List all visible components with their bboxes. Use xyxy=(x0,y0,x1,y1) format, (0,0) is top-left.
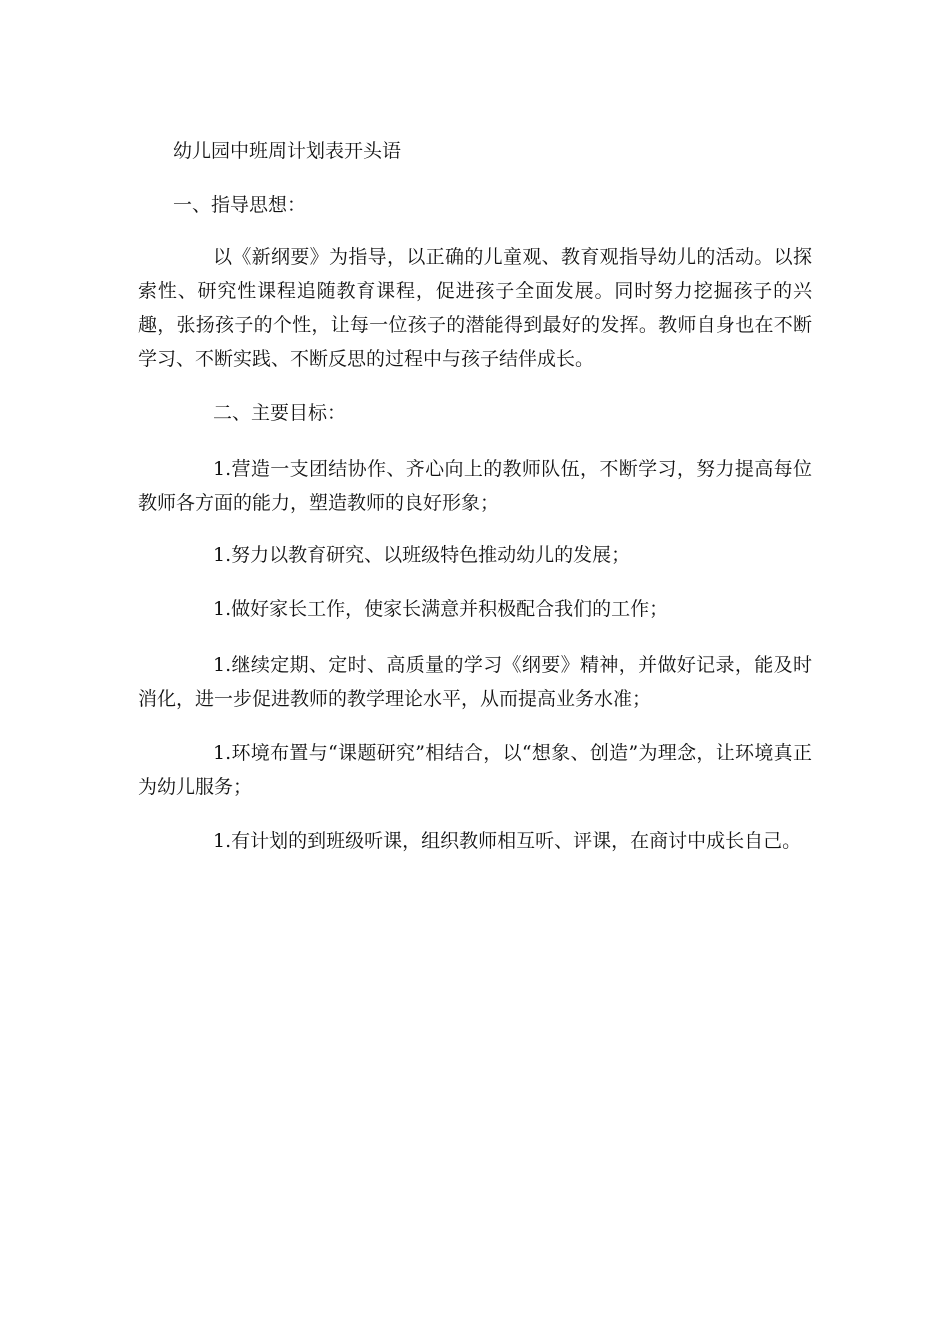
goal-item: 1.环境布置与“课题研究”相结合，以“想象、创造”为理念，让环境真正为幼儿服务； xyxy=(138,742,812,798)
section-heading-guiding-ideology: 一、指导思想： xyxy=(173,194,307,216)
goal-item: 1.继续定期、定时、高质量的学习《纲要》精神，并做好记录，能及时消化，进一步促进教师的教学理论水平，从而提高业务水准； xyxy=(138,654,812,710)
section-heading-main-goals: 二、主要目标： xyxy=(213,402,347,424)
goal-item: 1.努力以教育研究、以班级特色推动幼儿的发展； xyxy=(213,544,631,566)
guiding-ideology-paragraph: 以《新纲要》为指导，以正确的儿童观、教育观指导幼儿的活动。以探索性、研究性课程追随教育课程，促进孩子全面发展。同时努力挖掘孩子的兴趣，张扬孩子的个性，让每一位孩子的潜能得到最好的发挥。教师自身也在不断学习、不断实践、不断反思的过程中与孩子结伴成长。 xyxy=(138,246,812,370)
goal-item: 1.做好家长工作，使家长满意并积极配合我们的工作； xyxy=(213,598,669,620)
goal-item: 1.有计划的到班级听课，组织教师相互听、评课，在商讨中成长自己。 xyxy=(213,830,802,852)
goal-item: 1.营造一支团结协作、齐心向上的教师队伍，不断学习，努力提高每位教师各方面的能力，塑造教师的良好形象； xyxy=(138,458,812,514)
document-title: 幼儿园中班周计划表开头语 xyxy=(173,140,402,162)
